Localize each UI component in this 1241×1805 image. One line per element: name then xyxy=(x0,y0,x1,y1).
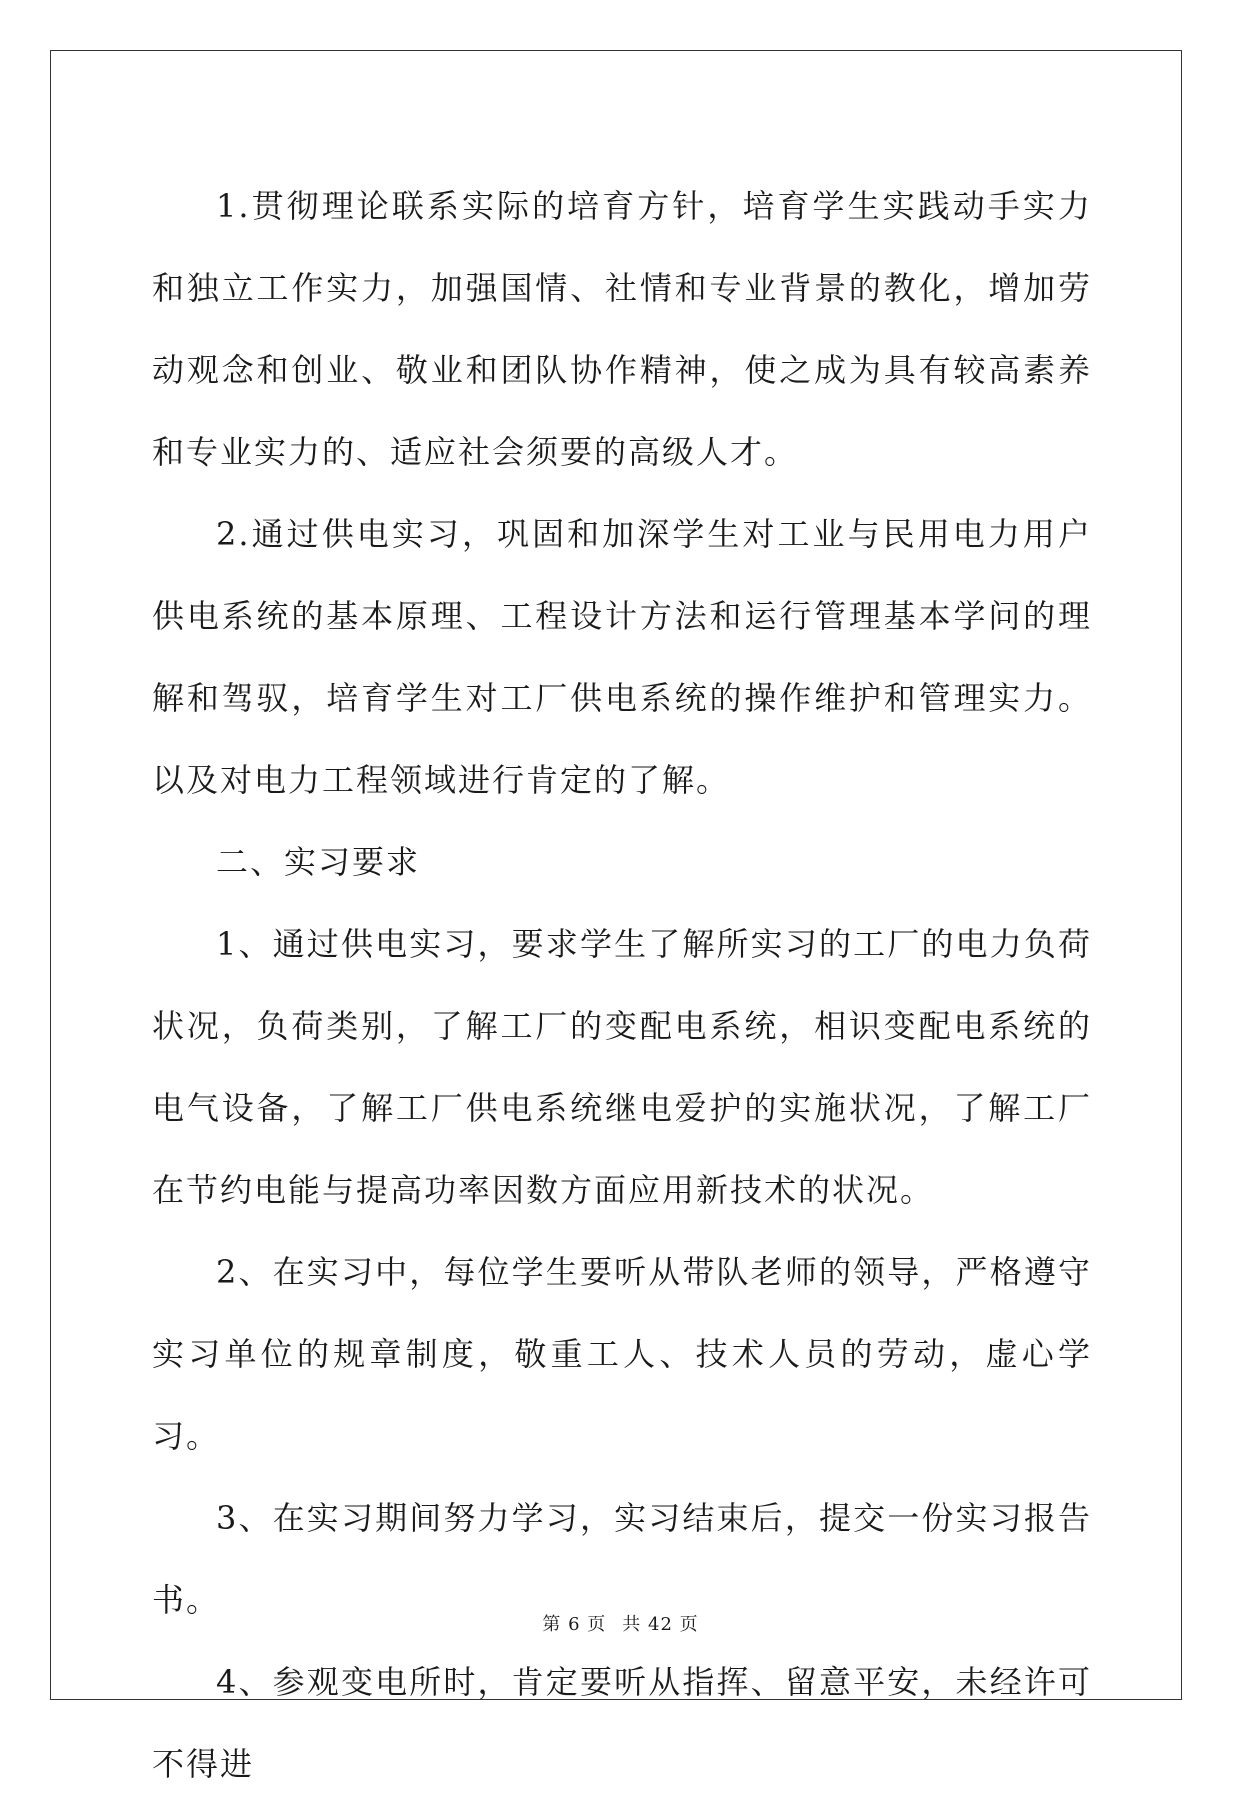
requirement-2: 2、在实习中，每位学生要听从带队老师的领导，严格遵守实习单位的规章制度，敬重工人、技术人员的劳动，虚心学习。 xyxy=(152,1253,1092,1455)
total-pages: 共 42 页 xyxy=(622,1614,699,1635)
requirement-4: 4、参观变电所时，肯定要听从指挥、留意平安，未经许可不得进 xyxy=(152,1663,1092,1783)
page-footer xyxy=(0,1610,1241,1636)
requirement-3: 3、在实习期间努力学习，实习结束后，提交一份实习报告书。 xyxy=(152,1499,1092,1619)
document-body xyxy=(152,165,1092,1805)
section-heading: 二、实习要求 xyxy=(216,843,421,881)
requirement-1: 1、通过供电实习，要求学生了解所实习的工厂的电力负荷状况，负荷类别，了解工厂的变配电系统，相识变配电系统的电气设备，了解工厂供电系统继电爱护的实施状况，了解工厂在节约电能与提高功率因数方面应用新技术的状况。 xyxy=(152,925,1092,1209)
paragraph-2: 2.通过供电实习，巩固和加深学生对工业与民用电力用户供电系统的基本原理、工程设计方法和运行管理基本学问的理解和驾驭，培育学生对工厂供电系统的操作维护和管理实力。以及对电力工程领域进行肯定的了解。 xyxy=(152,515,1092,799)
page-number: 第 6 页 xyxy=(542,1614,607,1635)
paragraph-1: 1.贯彻理论联系实际的培育方针，培育学生实践动手实力和独立工作实力，加强国情、社情和专业背景的教化，增加劳动观念和创业、敬业和团队协作精神，使之成为具有较高素养和专业实力的、适应社会须要的高级人才。 xyxy=(152,187,1092,471)
